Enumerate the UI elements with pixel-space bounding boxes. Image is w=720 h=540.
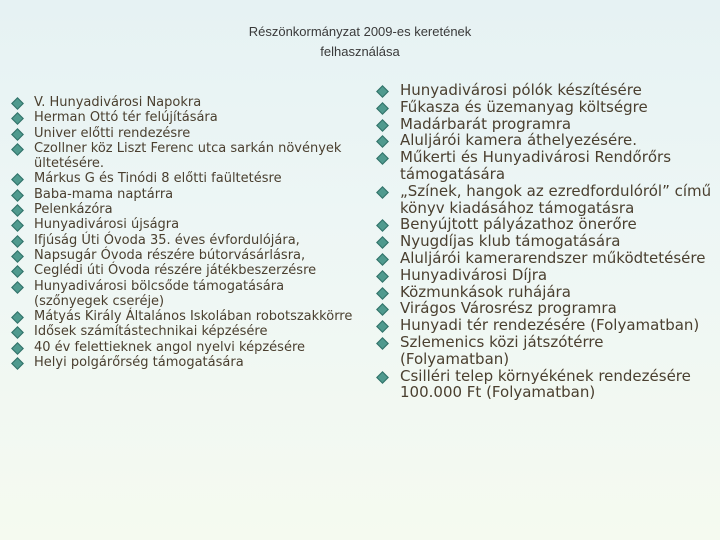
list-item xyxy=(372,116,712,133)
diamond-bullet-icon xyxy=(11,327,24,340)
list-item xyxy=(10,355,355,370)
diamond-bullet-icon xyxy=(376,270,389,283)
list-item-text: Napsugár Óvoda részére bútorvásárlásra, xyxy=(34,247,306,263)
list-item-text: Madárbarát programra xyxy=(400,114,572,133)
diamond-bullet-icon xyxy=(11,311,24,324)
diamond-bullet-icon xyxy=(11,357,24,370)
list-item xyxy=(372,368,712,402)
diamond-bullet-icon xyxy=(11,112,24,125)
list-item-text: Szlemenics közi játszótérre (Folyamatban) xyxy=(400,332,604,368)
list-item-text: Nyugdíjas klub támogatására xyxy=(400,232,621,251)
list-item-text: Aluljárói kamera áthelyezésére. xyxy=(400,131,638,150)
list-item-text: Csilléri telep környékének rendezésére 100.000 Ft (Folyamatban) xyxy=(400,366,691,402)
right-bullet-list xyxy=(372,82,712,401)
list-item xyxy=(10,263,355,278)
list-item-text: Közmunkások ruhájára xyxy=(400,282,571,301)
list-item-text: Aluljárói kamerarendszer működtetésére xyxy=(400,248,706,267)
list-item-text: V. Hunyadivárosi Napokra xyxy=(34,95,202,110)
list-item xyxy=(10,324,355,339)
list-item xyxy=(372,183,712,217)
diamond-bullet-icon xyxy=(376,186,389,199)
diamond-bullet-icon xyxy=(376,371,389,384)
list-item-text: Benyújtott pályázathoz önerőre xyxy=(400,215,637,234)
list-item xyxy=(372,334,712,368)
diamond-bullet-icon xyxy=(376,287,389,300)
list-item xyxy=(372,250,712,267)
diamond-bullet-icon xyxy=(376,119,389,132)
list-item-text: Fűkasza és üzemanyag költségre xyxy=(400,97,648,116)
list-item xyxy=(10,248,355,263)
list-item-text: Idősek számítástechnikai képzésére xyxy=(34,324,268,340)
list-item xyxy=(10,217,355,232)
list-item xyxy=(10,309,355,324)
list-item xyxy=(10,171,355,186)
list-item-text: Herman Ottó tér felújítására xyxy=(34,110,218,126)
diamond-bullet-icon xyxy=(11,265,24,278)
diamond-bullet-icon xyxy=(11,250,24,263)
list-item xyxy=(372,300,712,317)
diamond-bullet-icon xyxy=(11,281,24,294)
diamond-bullet-icon xyxy=(11,189,24,202)
diamond-bullet-icon xyxy=(11,97,24,110)
diamond-bullet-icon xyxy=(376,320,389,333)
diamond-bullet-icon xyxy=(11,204,24,217)
list-item xyxy=(10,202,355,217)
list-item xyxy=(372,99,712,116)
list-item xyxy=(372,317,712,334)
list-item xyxy=(10,279,355,310)
list-item xyxy=(372,267,712,284)
list-item xyxy=(372,284,712,301)
diamond-bullet-icon xyxy=(376,152,389,165)
list-item-text: Virágos Városrész programra xyxy=(400,299,617,318)
slide-title-line-2: felhasználása xyxy=(320,44,400,59)
list-item xyxy=(372,149,712,183)
slide-title-line-1: Részönkormányzat 2009-es keretének xyxy=(248,24,472,39)
list-item-text: Helyi polgárőrség támogatására xyxy=(34,355,244,371)
diamond-bullet-icon xyxy=(376,220,389,233)
diamond-bullet-icon xyxy=(376,303,389,316)
list-item-text: Czollner köz Liszt Ferenc utca sarkán növények ültetésére. xyxy=(34,140,342,172)
list-item xyxy=(10,340,355,355)
list-item-text: Hunyadivárosi újságra xyxy=(34,217,180,233)
list-item-text: Mátyás Király Általános Iskolában robotszakkörre xyxy=(34,309,353,325)
diamond-bullet-icon xyxy=(376,236,389,249)
list-item-text: Univer előtti rendezésre xyxy=(34,125,191,141)
slide-title xyxy=(0,22,720,62)
list-item xyxy=(10,126,355,141)
list-item xyxy=(10,187,355,202)
diamond-bullet-icon xyxy=(376,102,389,115)
list-item-text: 40 év felettieknek angol nyelvi képzésére xyxy=(34,339,306,355)
list-item-text: Hunyadi tér rendezésére (Folyamatban) xyxy=(400,316,700,335)
list-item-text: „Színek, hangok az ezredfordulóról” című könyv kiadásához támogatásra xyxy=(400,181,712,217)
list-item-text: Hunyadivárosi bölcsőde támogatására (szőnyegek cseréje) xyxy=(34,278,285,309)
diamond-bullet-icon xyxy=(376,85,389,98)
list-item xyxy=(10,233,355,248)
diamond-bullet-icon xyxy=(376,253,389,266)
list-item xyxy=(372,132,712,149)
list-item-text: Műkerti és Hunyadivárosi Rendőrőrs támogatására xyxy=(400,148,672,183)
diamond-bullet-icon xyxy=(11,143,24,156)
list-item-text: Baba-mama naptárra xyxy=(34,186,174,202)
diamond-bullet-icon xyxy=(11,220,24,233)
list-item-text: Márkus G és Tinódi 8 előtti faültetésre xyxy=(34,171,282,187)
list-item xyxy=(10,95,355,110)
diamond-bullet-icon xyxy=(376,136,389,149)
diamond-bullet-icon xyxy=(376,337,389,350)
list-item xyxy=(10,110,355,125)
diamond-bullet-icon xyxy=(11,128,24,141)
list-item xyxy=(372,216,712,233)
list-item-text: Ifjúság Úti Óvoda 35. éves évfordulójára, xyxy=(34,232,300,248)
list-item xyxy=(372,82,712,99)
list-item-text: Pelenkázóra xyxy=(34,202,113,218)
list-item xyxy=(372,233,712,250)
list-item xyxy=(10,141,355,172)
list-item-text: Hunyadivárosi pólók készítésére xyxy=(400,81,642,99)
diamond-bullet-icon xyxy=(11,174,24,187)
diamond-bullet-icon xyxy=(11,342,24,355)
list-item-text: Ceglédi úti Óvoda részére játékbeszerzésre xyxy=(34,263,317,279)
diamond-bullet-icon xyxy=(11,235,24,248)
list-item-text: Hunyadivárosi Díjra xyxy=(400,265,548,284)
left-bullet-list xyxy=(10,95,355,370)
